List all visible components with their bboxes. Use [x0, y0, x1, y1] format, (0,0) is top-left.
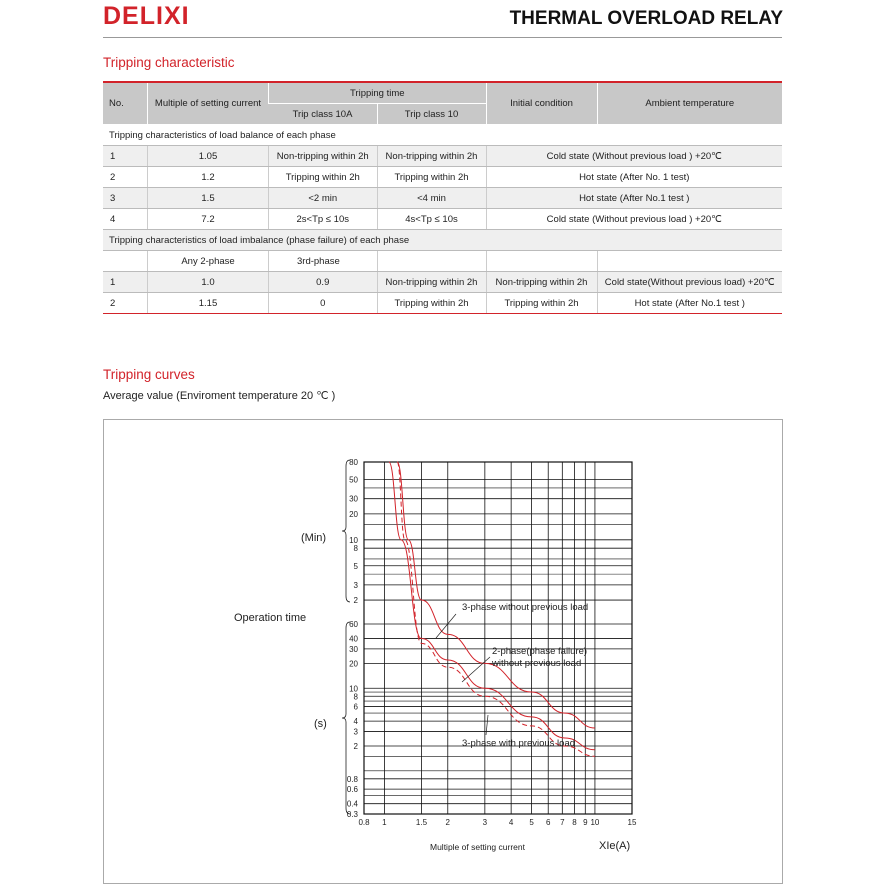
x-tick-label: 8: [572, 818, 577, 827]
table-row: [103, 272, 782, 293]
header-class-10a: Trip class 10A: [269, 104, 378, 125]
cell-class-10a: Tripping within 2h: [377, 293, 486, 314]
cell-any-2-phase-header: Any 2-phase: [148, 251, 269, 272]
cell-class-10: Non-tripping within 2h: [486, 272, 597, 293]
cell-no: 1: [103, 272, 148, 293]
cell-3rd-phase: 0: [269, 293, 378, 314]
y-unit-s: (s): [314, 718, 327, 730]
header-tripping-time: Tripping time: [269, 82, 487, 104]
cell-class-10a: <2 min: [269, 188, 378, 209]
y-tick-label-min: 2: [353, 596, 358, 606]
cell-no: 2: [103, 293, 148, 314]
x-tick-label: 5: [529, 818, 534, 827]
y-tick-label-min: 3: [353, 580, 358, 590]
y-tick-label-s: 6: [353, 702, 358, 712]
cell-3rd-phase-header: 3rd-phase: [269, 251, 378, 272]
y-tick-label-s: 0.4: [346, 799, 358, 809]
y-tick-label-min: 8: [353, 544, 358, 554]
header-divider: [103, 37, 782, 38]
y-tick-label-s: 10: [349, 684, 358, 694]
cell-condition: Hot state (After No. 1 test): [486, 167, 782, 188]
cell-class-10: Non-tripping within 2h: [377, 146, 486, 167]
series-label: 2-phase(phase failure): [492, 646, 588, 657]
header-ambient-temperature: Ambient temperature: [597, 82, 782, 125]
leader-line: [486, 715, 488, 735]
y-tick-label-s: 4: [353, 717, 358, 727]
y-tick-label-s: 0.3: [346, 810, 358, 819]
x-tick-label: 15: [627, 818, 637, 827]
group-label-balance: Tripping characteristics of load balance of each phase: [103, 125, 782, 146]
cell-class-10: <4 min: [377, 188, 486, 209]
table-row: [103, 293, 782, 314]
section-subtitle: Average value (Enviroment temperature 20 ℃ ): [103, 390, 336, 402]
x-tick-label: 9: [583, 818, 588, 827]
cell-condition: Hot state (After No.1 test ): [597, 293, 782, 314]
cell-multiple: 1.2: [148, 167, 269, 188]
table-row: [103, 146, 782, 167]
x-unit-label: XIe(A): [599, 840, 631, 852]
cell-condition: Hot state (After No.1 test ): [486, 188, 782, 209]
y-tick-label-s: 0.8: [346, 774, 358, 784]
tripping-curve-svg: [104, 420, 782, 883]
cell-any-2-phase: 1.15: [148, 293, 269, 314]
series-label: without previous load: [492, 658, 582, 669]
header-class-10: Trip class 10: [377, 104, 486, 125]
y-tick-label-min: 80: [349, 458, 358, 467]
cell-condition: Cold state(Without previous load) +20℃: [597, 272, 782, 293]
tripping-characteristic-table: [103, 81, 782, 314]
y-tick-label-s: 8: [353, 692, 358, 702]
cell-class-10: Tripping within 2h: [377, 167, 486, 188]
x-tick-label: 2: [445, 818, 451, 827]
y-tick-label-s: 3: [353, 727, 358, 737]
cell-empty: [597, 251, 782, 272]
section-title-tripping-characteristic: Tripping characteristic: [103, 55, 235, 70]
cell-no: 4: [103, 209, 148, 230]
cell-multiple: 1.5: [148, 188, 269, 209]
table-row: [103, 188, 782, 209]
cell-class-10a: 2s<Tp ≤ 10s: [269, 209, 378, 230]
cell-multiple: 1.05: [148, 146, 269, 167]
y-tick-label-min: 50: [349, 475, 358, 485]
x-tick-label: 3: [482, 818, 488, 827]
y-tick-label-s: 30: [349, 644, 358, 654]
series-label: 3-phase with previous load: [462, 738, 576, 749]
cell-no: 2: [103, 167, 148, 188]
group-label-imbalance: Tripping characteristics of load imbalance (phase failure) of each phase: [103, 230, 782, 251]
y-axis-label: Operation time: [234, 612, 307, 624]
y-tick-label-s: 40: [349, 634, 358, 644]
cell-no: [103, 251, 148, 272]
tripping-curve-chart: [103, 419, 783, 884]
x-tick-label: 1.5: [415, 818, 428, 827]
cell-any-2-phase: 1.0: [148, 272, 269, 293]
cell-class-10: 4s<Tp ≤ 10s: [377, 209, 486, 230]
x-tick-label: 0.8: [358, 818, 370, 827]
y-tick-label-s: 60: [349, 620, 358, 629]
table-row: [103, 167, 782, 188]
y-tick-label-min: 5: [353, 561, 358, 571]
x-axis-label: Multiple of setting current: [430, 842, 525, 852]
y-tick-label-min: 20: [349, 509, 358, 519]
y-tick-label-min: 30: [349, 494, 358, 504]
y-tick-label-s: 2: [353, 741, 358, 751]
cell-class-10a: Non-tripping within 2h: [269, 146, 378, 167]
cell-class-10: Tripping within 2h: [486, 293, 597, 314]
x-tick-label: 4: [508, 818, 514, 827]
brand-logo: DELIXI: [103, 2, 190, 30]
x-tick-label: 1: [382, 818, 387, 827]
y-unit-min: (Min): [301, 532, 327, 544]
y-tick-label-s: 0.6: [346, 785, 358, 795]
y-tick-label-s: 20: [349, 659, 358, 669]
chart-curves: [389, 462, 595, 756]
cell-no: 1: [103, 146, 148, 167]
cell-condition: Cold state (Without previous load ) +20℃: [486, 209, 782, 230]
series-label: 3-phase without previous load: [462, 602, 589, 613]
header-multiple: Multiple of setting current: [148, 82, 269, 125]
cell-empty: [377, 251, 486, 272]
y-tick-label-min: 10: [349, 535, 358, 545]
header-initial-condition: Initial condition: [486, 82, 597, 125]
cell-condition: Cold state (Without previous load ) +20℃: [486, 146, 782, 167]
cell-class-10a: Tripping within 2h: [269, 167, 378, 188]
cell-multiple: 7.2: [148, 209, 269, 230]
cell-empty: [486, 251, 597, 272]
page-title: THERMAL OVERLOAD RELAY: [509, 8, 783, 29]
cell-class-10a: Non-tripping within 2h: [377, 272, 486, 293]
table-row: [103, 209, 782, 230]
chart-ticks: [342, 458, 637, 827]
cell-3rd-phase: 0.9: [269, 272, 378, 293]
x-tick-label: 7: [560, 818, 565, 827]
cell-no: 3: [103, 188, 148, 209]
x-tick-label: 10: [590, 818, 600, 827]
x-tick-label: 6: [545, 818, 551, 827]
header-no: No.: [103, 82, 148, 125]
table-row: [103, 251, 782, 272]
section-title-tripping-curves: Tripping curves: [103, 367, 195, 382]
